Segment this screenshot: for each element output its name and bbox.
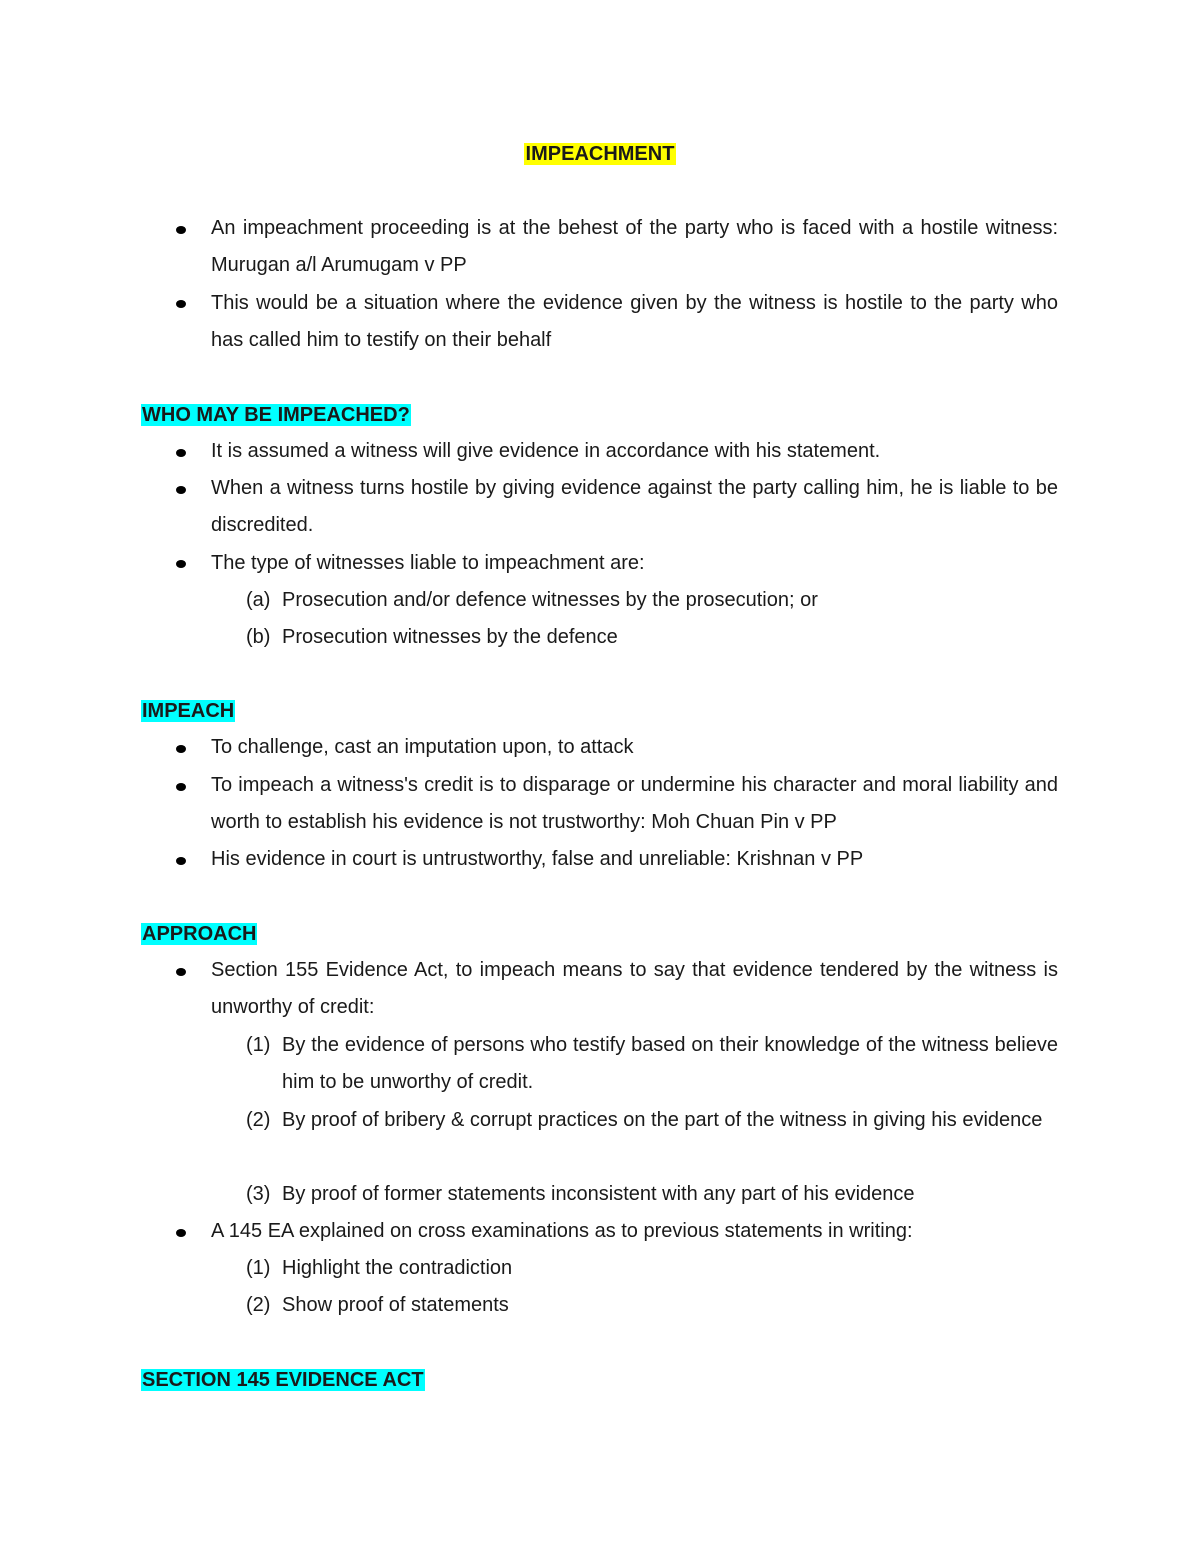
bullet-icon — [176, 226, 186, 234]
section-heading-impeach: IMPEACH — [142, 700, 235, 722]
bullet-icon — [176, 857, 186, 865]
approach-bullet-1: Section 155 Evidence Act, to impeach means to say that evidence tendered by the witness is unworthy of credit: — [211, 959, 1058, 1018]
who-bullet-3: The type of witnesses liable to impeachment are: — [211, 552, 645, 574]
section-heading-section145: SECTION 145 EVIDENCE ACT — [142, 1369, 424, 1391]
approach-sub-item-2: (2) By proof of bribery & corrupt practices on the part of the witness in giving his evidence — [246, 1109, 1043, 1131]
title-text: IMPEACHMENT — [525, 143, 675, 165]
who-bullet-2: When a witness turns hostile by giving evidence against the party calling him, he is liable to be discredited. — [211, 477, 1058, 536]
bullet-icon — [176, 968, 186, 976]
section-heading-who: WHO MAY BE IMPEACHED? — [142, 404, 410, 426]
who-sub-item-b: (b) Prosecution witnesses by the defence — [246, 626, 618, 648]
approach-sub-item-1: (1) By the evidence of persons who testify based on their knowledge of the witness believe him to be unworthy of credit. — [246, 1034, 1058, 1093]
section-heading-approach: APPROACH — [142, 923, 257, 945]
who-bullet-1: It is assumed a witness will give evidence in accordance with his statement. — [211, 440, 881, 462]
bullet-icon — [176, 560, 186, 568]
document-title — [0, 141, 1200, 167]
approach-sub-item-t2: (2) Show proof of statements — [246, 1294, 509, 1316]
impeach-bullet-1: To challenge, cast an imputation upon, to attack — [211, 736, 634, 758]
approach-sub-item-3: (3) By proof of former statements inconsistent with any part of his evidence — [246, 1183, 915, 1205]
bullet-icon — [176, 745, 186, 753]
approach-bullet-2: A 145 EA explained on cross examinations as to previous statements in writing: — [211, 1220, 913, 1242]
intro-bullet-1: An impeachment proceeding is at the behest of the party who is faced with a hostile witness: Murugan a/l Arumugam v PP — [211, 217, 1058, 276]
impeach-bullet-3: His evidence in court is untrustworthy, false and unreliable: Krishnan v PP — [211, 848, 864, 870]
bullet-icon — [176, 783, 186, 791]
intro-bullet-2: This would be a situation where the evidence given by the witness is hostile to the party who has called him to testify on their behalf — [211, 292, 1058, 351]
bullet-icon — [176, 1229, 186, 1237]
bullet-icon — [176, 300, 186, 308]
bullet-icon — [176, 449, 186, 457]
who-sub-item-a: (a) Prosecution and/or defence witnesses by the prosecution; or — [246, 589, 818, 611]
impeach-bullet-2: To impeach a witness's credit is to disparage or undermine his character and moral liability and worth to establish his evidence is not trustworthy: Moh Chuan Pin v PP — [211, 774, 1058, 833]
bullet-icon — [176, 486, 186, 494]
approach-sub-item-t1: (1) Highlight the contradiction — [246, 1257, 513, 1279]
